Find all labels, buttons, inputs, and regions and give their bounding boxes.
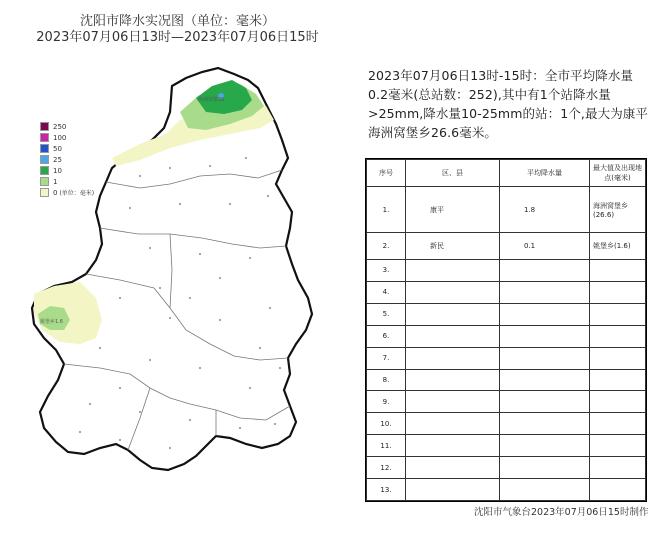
cell-average (500, 260, 590, 282)
station-label-north: 海洲窝堡26 (198, 97, 225, 103)
header-max: 最大值及出现地点(毫米) (590, 160, 646, 187)
table-row (367, 347, 646, 369)
cell-county (406, 303, 500, 325)
table-row (367, 281, 646, 303)
cell-index: 8. (367, 369, 406, 391)
cell-county (406, 281, 500, 303)
legend-label: 25 (53, 155, 62, 164)
map-title-line1: 沈阳市降水实况图（单位：毫米） (79, 14, 275, 29)
cell-max (590, 281, 646, 303)
cell-county (406, 391, 500, 413)
map-title (20, 14, 335, 46)
footer-credit: 沈阳市气象台2023年07月06日15时制作 (474, 507, 649, 518)
cell-average (500, 391, 590, 413)
cell-index: 12. (367, 457, 406, 479)
cell-average (500, 479, 590, 501)
cell-index: 11. (367, 435, 406, 457)
cell-max (590, 303, 646, 325)
legend-swatch (40, 188, 49, 197)
map-title-line2: 2023年07月06日13时—2023年07月06日15时 (36, 30, 319, 45)
cell-max (590, 391, 646, 413)
legend-unit: (单位：毫米) (59, 190, 95, 197)
table-row (367, 435, 646, 457)
header-index: 序号 (367, 160, 406, 187)
cell-county (406, 479, 500, 501)
legend-swatch (40, 122, 49, 131)
table-row (367, 325, 646, 347)
table-row (367, 187, 646, 233)
cell-max (590, 347, 646, 369)
cell-max (590, 479, 646, 501)
table-row (367, 303, 646, 325)
legend-swatch (40, 144, 49, 153)
cell-index: 5. (367, 303, 406, 325)
cell-max (590, 457, 646, 479)
table-row (367, 369, 646, 391)
map-legend (40, 121, 100, 198)
legend-label: 50 (53, 144, 62, 153)
legend-row (40, 143, 100, 154)
legend-row (40, 165, 100, 176)
cell-average (500, 413, 590, 435)
legend-label: 0 (53, 188, 58, 197)
legend-row (40, 154, 100, 165)
cell-index: 9. (367, 391, 406, 413)
table-row (367, 233, 646, 260)
legend-label: 10 (53, 166, 62, 175)
legend-swatch (40, 155, 49, 164)
cell-max (590, 260, 646, 282)
cell-average: 0.1 (500, 233, 590, 260)
station-label-west: 姚堡乡1.6 (40, 319, 63, 325)
table-row (367, 260, 646, 282)
cell-index: 10. (367, 413, 406, 435)
table-header-row (367, 160, 646, 187)
cell-max: 海洲窝堡乡(26.6) (590, 187, 646, 233)
header-county: 区、县 (406, 160, 500, 187)
cell-county (406, 325, 500, 347)
cell-average (500, 281, 590, 303)
table-row (367, 457, 646, 479)
cell-max (590, 369, 646, 391)
header-average: 平均降水量 (500, 160, 590, 187)
cell-average: 1.8 (500, 187, 590, 233)
legend-row (40, 132, 100, 143)
cell-index: 6. (367, 325, 406, 347)
cell-average (500, 325, 590, 347)
legend-row (40, 187, 100, 198)
legend-swatch (40, 177, 49, 186)
legend-label: 1 (53, 177, 58, 186)
cell-index: 13. (367, 479, 406, 501)
rainfall-table (366, 159, 646, 501)
cell-county (406, 260, 500, 282)
cell-index: 7. (367, 347, 406, 369)
cell-max: 姚堡乡(1.6) (590, 233, 646, 260)
cell-max (590, 325, 646, 347)
cell-index: 2. (367, 233, 406, 260)
cell-county (406, 435, 500, 457)
cell-county (406, 457, 500, 479)
cell-average (500, 435, 590, 457)
table-row (367, 479, 646, 501)
cell-county (406, 369, 500, 391)
legend-swatch (40, 166, 49, 175)
legend-swatch (40, 133, 49, 142)
cell-average (500, 457, 590, 479)
cell-index: 4. (367, 281, 406, 303)
cell-average (500, 369, 590, 391)
cell-average (500, 347, 590, 369)
rainfall-map (20, 8, 335, 538)
cell-county: 康平 (406, 187, 500, 233)
legend-row (40, 121, 100, 132)
rainfall-map-panel (20, 8, 335, 538)
rainfall-table-wrap (365, 158, 647, 502)
cell-county (406, 413, 500, 435)
legend-row (40, 176, 100, 187)
legend-label: 100 (53, 133, 67, 142)
legend-label: 250 (53, 122, 67, 131)
cell-index: 3. (367, 260, 406, 282)
cell-max (590, 413, 646, 435)
cell-max (590, 435, 646, 457)
cell-county: 新民 (406, 233, 500, 260)
table-row (367, 391, 646, 413)
cell-average (500, 303, 590, 325)
cell-index: 1. (367, 187, 406, 233)
cell-county (406, 347, 500, 369)
rainfall-summary: 2023年07月06日13时-15时：全市平均降水量0.2毫米(总站数：252),其中有1个站降水量>25mm,降水量10-25mm的站：1个,最大为康平海洲窝堡乡26.6毫米。 (368, 68, 649, 140)
table-row (367, 413, 646, 435)
